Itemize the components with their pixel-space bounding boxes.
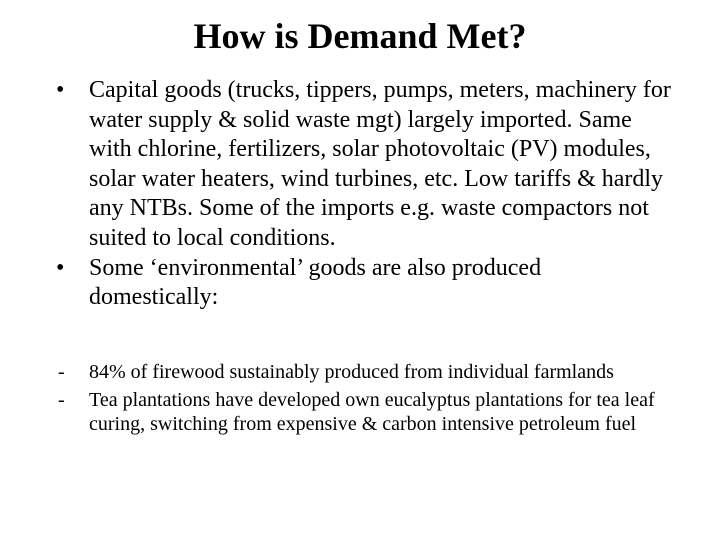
- bullet-marker: •: [56, 77, 65, 103]
- slide-title: How is Demand Met?: [193, 16, 527, 56]
- bullet-item-capital-goods: [56, 76, 676, 254]
- sub-bullet-item-tea-plantations: [56, 388, 676, 436]
- bullet-list: [56, 76, 676, 313]
- bullet-text: Capital goods (trucks, tippers, pumps, meters, machinery for water supply & solid waste mgt) largely imported. Same with chlorine, fertilizers, solar photovoltaic (PV) modules, solar water heaters, wind turbines, etc. Low tariffs & hardly any NTBs. Some of the imports e.g. waste compactors not suited to local conditions.: [89, 77, 671, 251]
- bullet-marker: •: [56, 254, 65, 281]
- dash-marker: -: [58, 361, 65, 383]
- bullet-item-environmental-goods: [56, 254, 676, 313]
- sub-bullet-text: Tea plantations have developed own eucalyptus plantations for tea leaf curing, switching from expensive & carbon intensive petroleum fuel: [89, 389, 655, 435]
- dash-marker: -: [58, 389, 65, 411]
- sub-bullet-list: [56, 360, 676, 440]
- sub-bullet-text: 84% of firewood sustainably produced from individual farmlands: [89, 361, 614, 383]
- sub-bullet-item-firewood: [56, 360, 676, 384]
- bullet-text: Some ‘environmental’ goods are also produced domestically:: [89, 254, 542, 311]
